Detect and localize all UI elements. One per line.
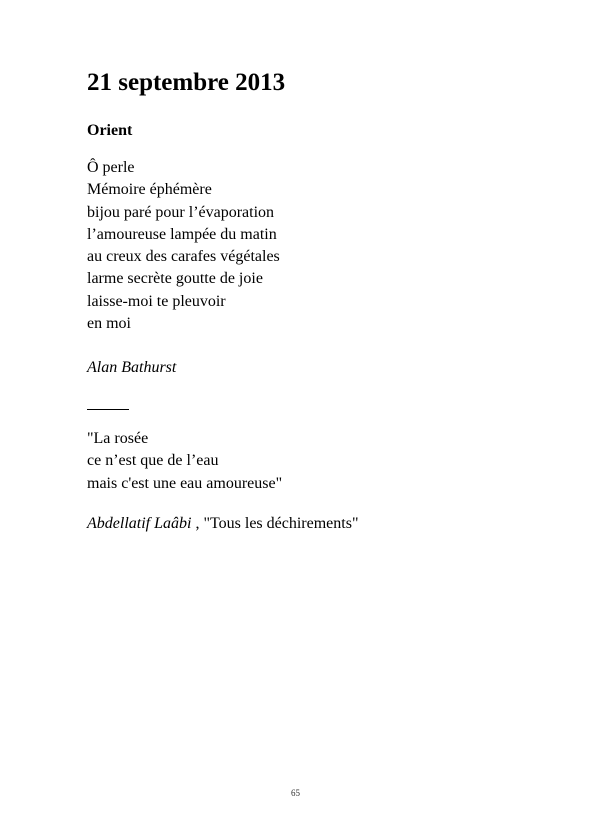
poem-line: Mémoire éphémère <box>87 181 212 199</box>
quote-source: , "Tous les déchirements" <box>191 515 359 532</box>
poem-author: Alan Bathurst <box>87 359 177 376</box>
quote-attribution <box>87 513 358 535</box>
separator-rule <box>87 409 129 410</box>
date-heading: 21 septembre 2013 <box>87 69 286 96</box>
quote-line: ce n’est que de l’eau <box>87 452 219 470</box>
poem-line: laisse-moi te pleuvoir <box>87 292 226 310</box>
quote-line: mais c'est une eau amoureuse" <box>87 474 283 492</box>
poem-line: Ô perle <box>87 159 135 176</box>
quote-author: Abdellatif Laâbi <box>87 515 192 532</box>
poem-line: larme secrète goutte de joie <box>87 270 263 288</box>
poem-line: en moi <box>87 315 131 333</box>
poem-line: bijou paré pour l’évaporation <box>87 203 275 221</box>
poem-line: au creux des carafes végétales <box>87 248 280 266</box>
quote-line: "La rosée <box>87 430 149 447</box>
poem-title: Orient <box>87 122 133 139</box>
page-number: 65 <box>291 788 300 798</box>
epigraph-quote <box>87 428 282 495</box>
poem-body <box>87 157 280 335</box>
poem-line: l’amoureuse lampée du matin <box>87 225 277 243</box>
